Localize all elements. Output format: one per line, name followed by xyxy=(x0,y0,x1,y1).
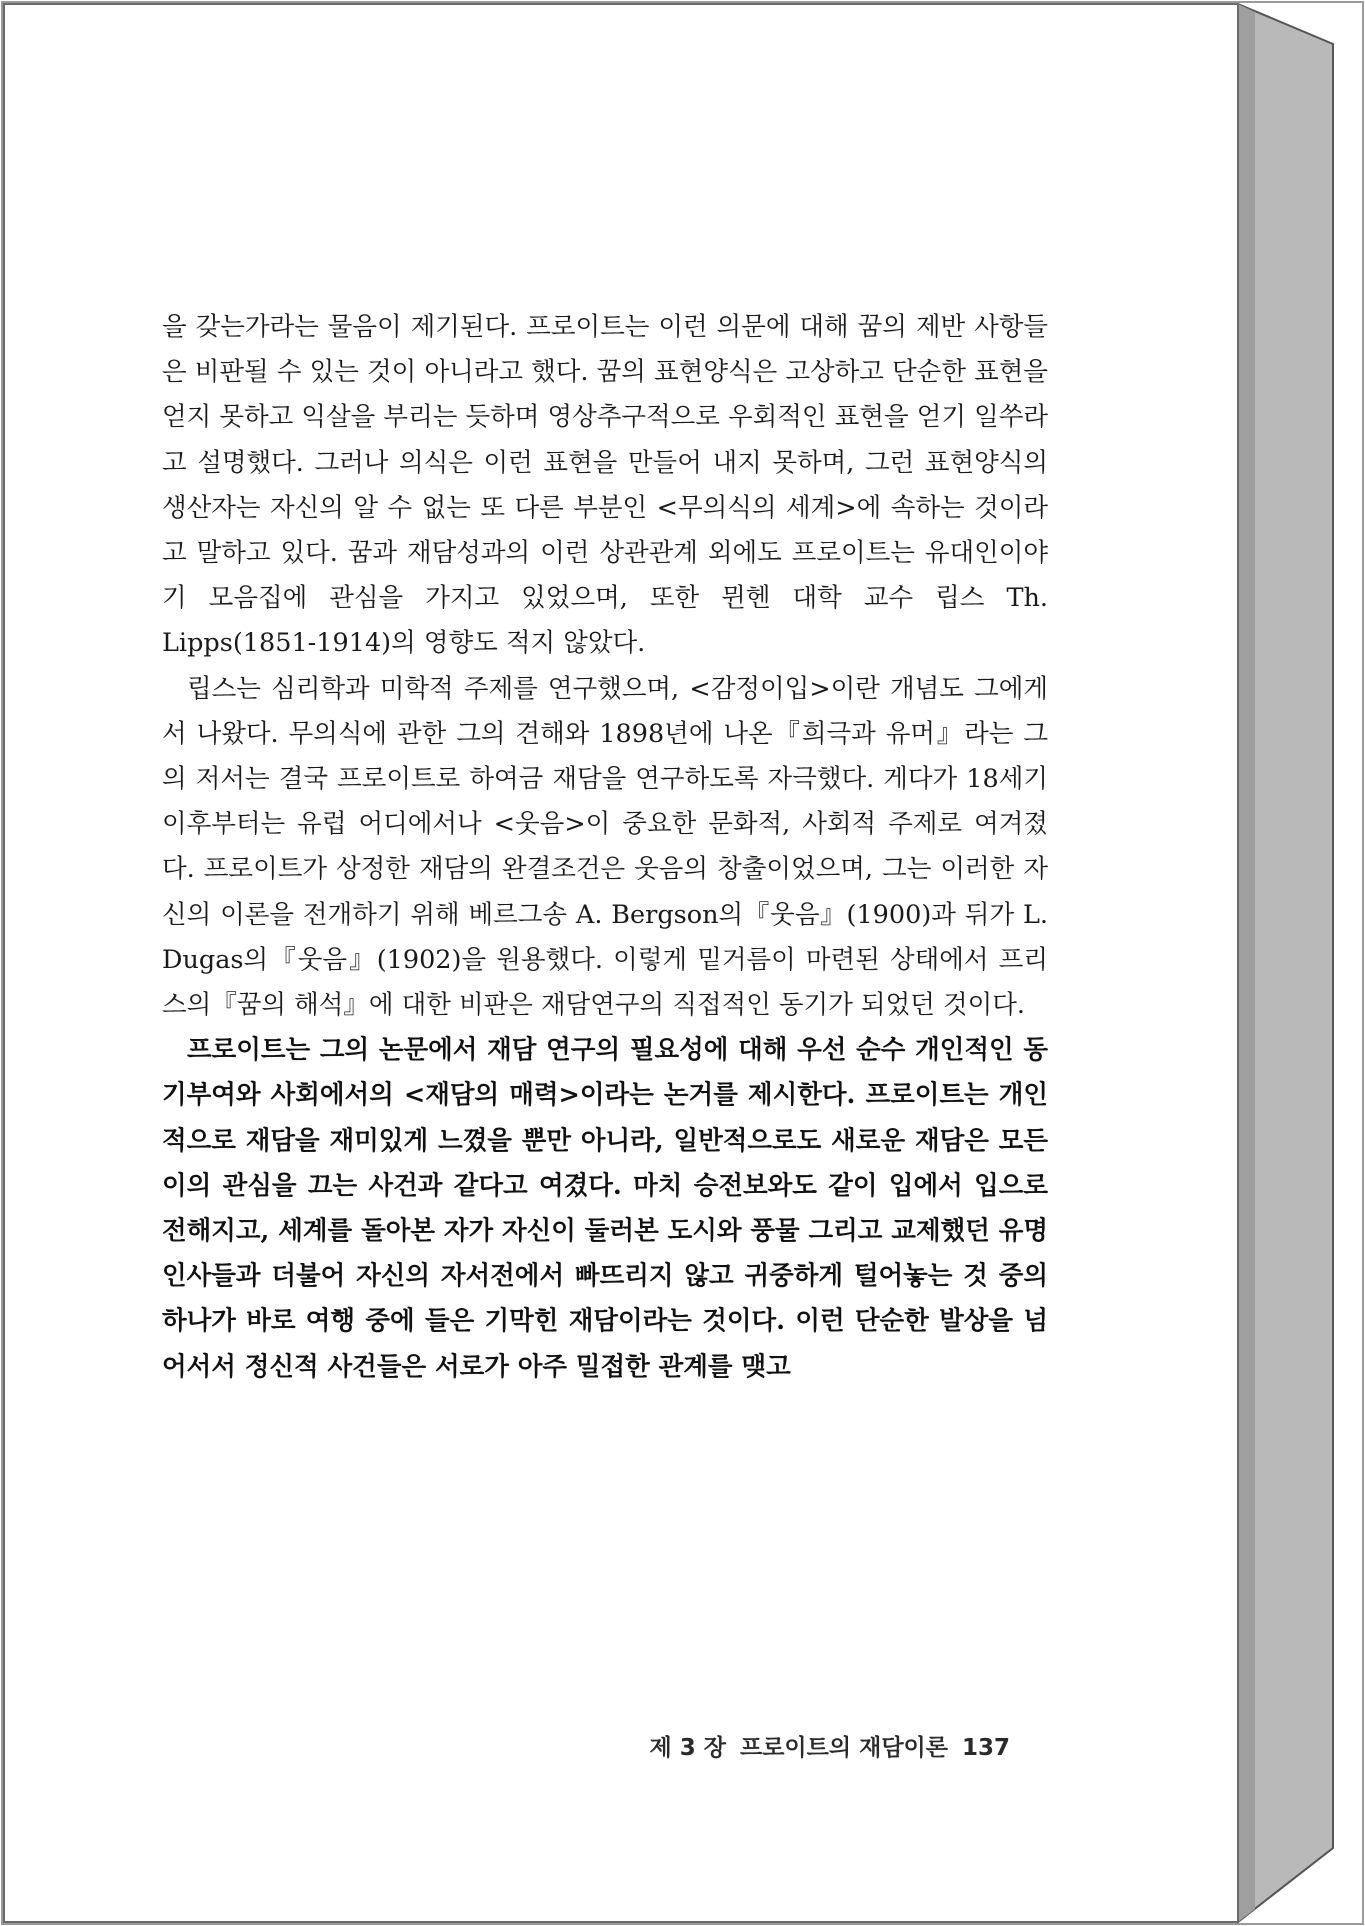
paragraph-1: 을 갖는가라는 물음이 제기된다. 프로이트는 이런 의문에 대해 꿈의 제반 사항들은 비판될 수 있는 것이 아니라고 했다. 꿈의 표현양식은 고상하고 단순한 표현을 얻지 못하고 익살을 부리는 듯하며 영상추구적으로 우회적인 표현을 얻기 일쑤라고 설명했다. 그러나 의식은 이런 표현을 만들어 내지 못하며, 그런 표현양식의 생산자는 자신의 알 수 없는 또 다른 부분인 <무의식의 세계>에 속하는 것이라고 말하고 있다. 꿈과 재담성과의 이런 상관관계 외에도 프로이트는 유대인이야기 모음집에 관심을 가지고 있었으며, 또한 뮌헨 대학 교수 립스 Th. Lipps(1851-1914)의 영향도 적지 않았다. xyxy=(162,312,1048,659)
page-footer xyxy=(640,1729,1010,1762)
body-text xyxy=(162,305,1048,1390)
footer-chapter-title: 프로이트의 재담이론 xyxy=(740,1735,948,1761)
paragraph-3: 프로이트는 그의 논문에서 재담 연구의 필요성에 대해 우선 순수 개인적인 동기부여와 사회에서의 <재담의 매력>이라는 논거를 제시한다. 프로이트는 개인적으로 재담을 재미있게 느꼈을 뿐만 아니라, 일반적으로도 새로운 재담은 모든 이의 관심을 끄는 사건과 같다고 여겼다. 마치 승전보와도 같이 입에서 입으로 전해지고, 세계를 돌아본 자가 자신이 둘러본 도시와 풍물 그리고 교제했던 유명인사들과 더불어 자신의 자서전에서 빠뜨리지 않고 귀중하게 털어놓는 것 중의 하나가 바로 여행 중에 들은 기막힌 재담이라는 것이다. 이런 단순한 발상을 넘어서서 정신적 사건들은 서로가 아주 밀접한 관계를 맺고 xyxy=(162,1035,1048,1382)
paragraph-2: 립스는 심리학과 미학적 주제를 연구했으며, <감정이입>이란 개념도 그에게서 나왔다. 무의식에 관한 그의 견해와 1898년에 나온『희극과 유머』라는 그의 저서는 결국 프로이트로 하여금 재담을 연구하도록 자극했다. 게다가 18세기 이후부터는 유럽 어디에서나 <웃음>이 중요한 문화적, 사회적 주제로 여겨졌다. 프로이트가 상정한 재담의 완결조건은 웃음의 창출이었으며, 그는 이러한 자신의 이론을 전개하기 위해 베르그송 A. Bergson의『웃음』(1900)과 뒤가 L. Dugas의『웃음』(1902)을 원용했다. 이렇게 밑거름이 마련된 상태에서 프리스의『꿈의 해석』에 대한 비판은 재담연구의 직접적인 동기가 되었던 것이다. xyxy=(162,673,1048,1021)
footer-chapter: 제 3 장 xyxy=(649,1735,726,1761)
book-side-shadow xyxy=(1238,4,1255,1922)
page-number: 137 xyxy=(961,1735,1010,1761)
